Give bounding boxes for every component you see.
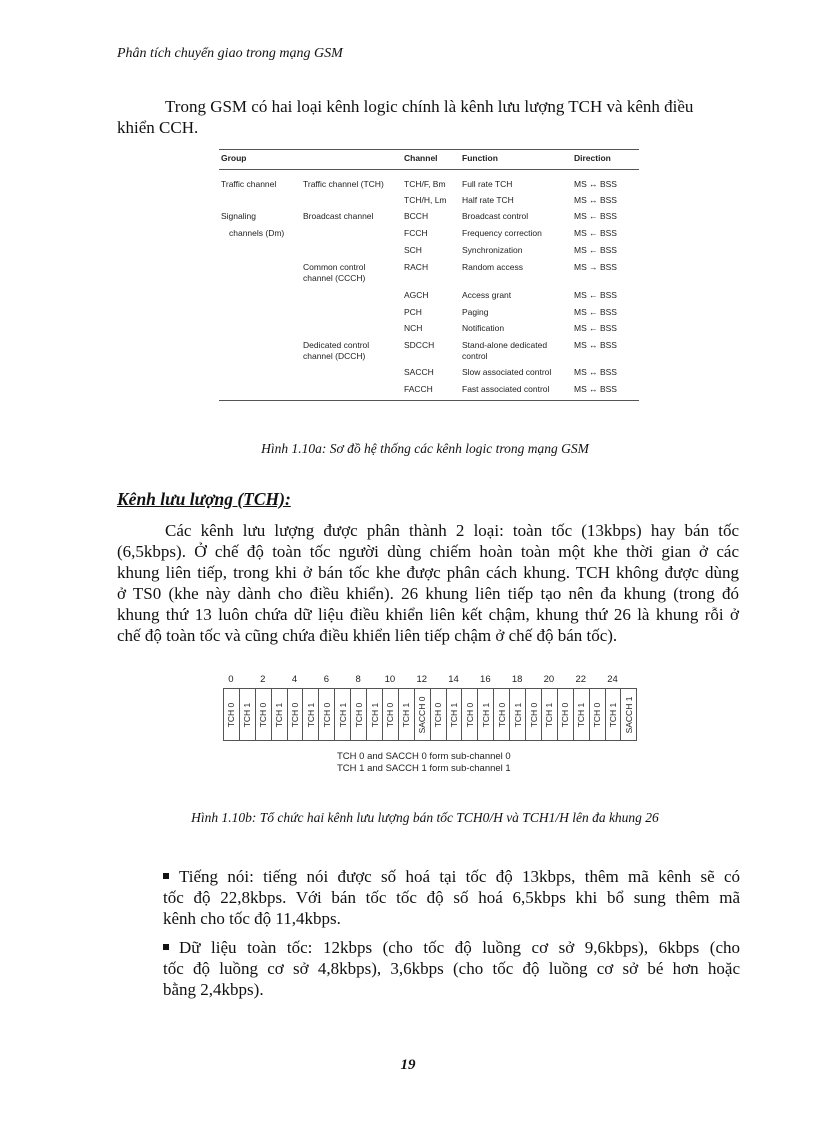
bullet-line: Dữ liệu toàn tốc: 12kbps (cho tốc độ luồng cơ sở 9,6kbps), 6kbps (cho bbox=[179, 938, 740, 957]
frame-number: 0 bbox=[228, 674, 234, 685]
frame-slot-label: TCH 0 bbox=[290, 702, 301, 727]
intro-line: khiển CCH. bbox=[117, 118, 199, 137]
frame-slot bbox=[478, 689, 494, 740]
frame-slot-label: TCH 0 bbox=[353, 702, 364, 727]
bullet-line: tốc độ 22,8kbps. Với bán tốc tốc độ số hoá 6,5kbps khi bổ sung thêm mã bbox=[163, 888, 740, 907]
tch-line: Các kênh lưu lượng được phân thành 2 loại: toàn tốc (13kbps) hay bán tốc bbox=[165, 521, 739, 540]
frame-note-1: TCH 0 and SACCH 0 form sub-channel 0 bbox=[337, 751, 511, 762]
cell-channel: AGCH bbox=[404, 290, 429, 300]
table-header-rule bbox=[219, 169, 639, 170]
bullet-marker bbox=[163, 873, 169, 879]
cell-channel: BCCH bbox=[404, 211, 429, 221]
table-top-rule bbox=[219, 149, 639, 150]
frame-slot-label: TCH 0 bbox=[528, 702, 539, 727]
frame-slot-label: SACCH 1 bbox=[623, 696, 634, 733]
cell-channel: RACH bbox=[404, 262, 429, 272]
frame-slot-label: TCH 0 bbox=[321, 702, 332, 727]
frame-number: 12 bbox=[416, 674, 428, 685]
frame-slot bbox=[447, 689, 463, 740]
cell-subgroup: Broadcast channel bbox=[303, 211, 374, 221]
frame-slot-label: TCH 1 bbox=[401, 702, 412, 727]
intro-paragraph bbox=[117, 96, 739, 138]
frame-slot-label: TCH 1 bbox=[242, 702, 253, 727]
frame-slot-label: TCH 1 bbox=[305, 702, 316, 727]
frame-slot bbox=[510, 689, 526, 740]
section-title: Kênh lưu lượng (TCH): bbox=[117, 489, 291, 509]
frame-slot bbox=[351, 689, 367, 740]
frame-number: 24 bbox=[607, 674, 618, 685]
frame-slot-label: TCH 1 bbox=[274, 702, 285, 727]
frame-slot-label: SACCH 0 bbox=[417, 696, 428, 733]
cell-direction: MS ← BSS bbox=[574, 307, 617, 317]
cell-function: Full rate TCH bbox=[462, 179, 513, 189]
cell-direction: MS ↔ BSS bbox=[574, 340, 617, 350]
frame-slot bbox=[367, 689, 383, 740]
frame-slot-label: TCH 0 bbox=[385, 702, 396, 727]
header-group: Group bbox=[221, 153, 247, 163]
cell-function: Half rate TCH bbox=[462, 195, 514, 205]
cell-direction: MS ← BSS bbox=[574, 245, 617, 255]
tch-line: chế độ toàn tốc và cũng chứa điều khiển liên tiếp chậm ở chế độ bán tốc). bbox=[117, 626, 618, 645]
frame-number: 14 bbox=[448, 674, 459, 685]
figure-caption-1b: Hình 1.10b: Tổ chức hai kênh lưu lượng bán tốc TCH0/H và TCH1/H lên đa khung 26 bbox=[191, 810, 659, 825]
page-number: 19 bbox=[400, 1057, 416, 1073]
frame-slot-label: TCH 0 bbox=[258, 702, 269, 727]
frame-slot bbox=[463, 689, 479, 740]
frame-slot bbox=[542, 689, 558, 740]
cell-direction: MS ← BSS bbox=[574, 228, 617, 238]
tch-line: khung thứ 13 luôn chứa dữ liệu điều khiển liên kết chậm, khung thứ 26 là khung rỗi ở bbox=[117, 605, 739, 624]
frame-slot bbox=[399, 689, 415, 740]
cell-direction: MS ↔ BSS bbox=[574, 384, 617, 394]
bullet-line: tốc độ luồng cơ sở 4,8kbps), 3,6kbps (cho tốc độ luồng cơ sở bé hơn hoặc bbox=[163, 959, 740, 978]
cell-function: Broadcast control bbox=[462, 211, 529, 221]
cell-channel: NCH bbox=[404, 323, 423, 333]
page-header: Phân tích chuyển giao trong mạng GSM bbox=[117, 46, 343, 61]
tch-line: ở TS0 (khe này dành cho điều khiển). 26 khung liên tiếp tạo nên đa khung (trong đó bbox=[117, 584, 739, 603]
frame-slot-label: TCH 1 bbox=[544, 702, 555, 727]
frame-slot bbox=[526, 689, 542, 740]
tch-paragraph bbox=[117, 520, 739, 646]
cell-channel: TCH/H, Lm bbox=[404, 195, 447, 205]
cell-channel: SDCCH bbox=[404, 340, 435, 350]
frame-slot-label: TCH 0 bbox=[464, 702, 475, 727]
cell-function: Notification bbox=[462, 323, 505, 333]
frame-slot bbox=[622, 689, 638, 740]
bullet-data bbox=[163, 937, 740, 958]
cell-direction: MS ← BSS bbox=[574, 323, 617, 333]
frame-number: 6 bbox=[323, 674, 329, 685]
frame-slot-label: TCH 0 bbox=[496, 702, 507, 727]
frame-slot bbox=[335, 689, 351, 740]
frame-slot bbox=[224, 689, 240, 740]
cell-function: Slow associated control bbox=[462, 367, 552, 377]
frame-note-2: TCH 1 and SACCH 1 form sub-channel 1 bbox=[337, 763, 511, 774]
header-channel: Channel bbox=[404, 153, 438, 163]
frame-slot bbox=[431, 689, 447, 740]
frame-number: 2 bbox=[260, 674, 266, 685]
cell-direction: MS ↔ BSS bbox=[574, 367, 617, 377]
cell-subgroup: Dedicated control channel (DCCH) bbox=[303, 340, 370, 361]
frame-slot bbox=[494, 689, 510, 740]
cell-direction: MS ← BSS bbox=[574, 290, 617, 300]
multiframe-box bbox=[223, 688, 637, 741]
bullet-speech bbox=[163, 866, 740, 887]
cell-channel: SACCH bbox=[404, 367, 434, 377]
frame-slot bbox=[606, 689, 622, 740]
frame-number: 18 bbox=[511, 674, 523, 685]
frame-slot-label: TCH 1 bbox=[512, 702, 523, 727]
cell-direction: MS → BSS bbox=[574, 262, 617, 272]
cell-subgroup: Traffic channel (TCH) bbox=[303, 179, 384, 189]
frame-number: 22 bbox=[575, 674, 587, 685]
bullet-line: kênh cho tốc độ 11,4kbps. bbox=[163, 909, 341, 928]
cell-function: Fast associated control bbox=[462, 384, 550, 394]
cell-direction: MS ↔ BSS bbox=[574, 195, 617, 205]
frame-slot bbox=[415, 689, 431, 740]
frame-slot-label: TCH 0 bbox=[560, 702, 571, 727]
cell-function: Synchronization bbox=[462, 245, 523, 255]
cell-function: Paging bbox=[462, 307, 489, 317]
frame-slot-label: TCH 1 bbox=[480, 702, 491, 727]
frame-slot bbox=[574, 689, 590, 740]
frame-slot-label: TCH 1 bbox=[449, 702, 460, 727]
header-function: Function bbox=[462, 153, 498, 163]
figure-caption-1a: Hình 1.10a: Sơ đồ hệ thống các kênh logic trong mạng GSM bbox=[261, 441, 589, 456]
cell-group: Traffic channel bbox=[221, 179, 277, 189]
cell-function: Stand-alone dedicated control bbox=[462, 340, 548, 361]
cell-channel: FCCH bbox=[404, 228, 428, 238]
cell-direction: MS ↔ BSS bbox=[574, 179, 617, 189]
frame-slot-label: TCH 1 bbox=[608, 702, 619, 727]
tch-line: (6,5kbps). Ở chế độ toàn tốc người dùng chiếm hoàn toàn một khe thời gian ở các bbox=[117, 542, 739, 561]
cell-direction: MS ← BSS bbox=[574, 211, 617, 221]
frame-slot bbox=[558, 689, 574, 740]
frame-slot-label: TCH 1 bbox=[369, 702, 380, 727]
frame-slot bbox=[272, 689, 288, 740]
frame-slot-label: TCH 0 bbox=[592, 702, 603, 727]
tch-line: khung liên tiếp, trong khi ở bán tốc khe được phân cách khung. TCH không được dùng bbox=[117, 563, 739, 582]
frame-slot-label: TCH 1 bbox=[576, 702, 587, 727]
frame-number: 20 bbox=[543, 674, 555, 685]
cell-group: Signaling bbox=[221, 211, 256, 221]
frame-number: 16 bbox=[480, 674, 491, 685]
cell-channel: PCH bbox=[404, 307, 422, 317]
bullet-data-cont bbox=[163, 958, 740, 1000]
cell-channel: FACCH bbox=[404, 384, 433, 394]
frame-slot bbox=[288, 689, 304, 740]
cell-function: Access grant bbox=[462, 290, 512, 300]
bullet-line: Tiếng nói: tiếng nói được số hoá tại tốc độ 13kbps, thêm mã kênh sẽ có bbox=[179, 867, 740, 886]
cell-function: Frequency correction bbox=[462, 228, 542, 238]
frame-slot bbox=[319, 689, 335, 740]
table-bottom-rule bbox=[219, 400, 639, 401]
header-direction: Direction bbox=[574, 153, 611, 163]
frame-slot bbox=[256, 689, 272, 740]
frame-slot bbox=[240, 689, 256, 740]
frame-slot-label: TCH 1 bbox=[337, 702, 348, 727]
frame-slot-label: TCH 0 bbox=[433, 702, 444, 727]
bullet-speech-cont bbox=[163, 887, 740, 929]
frame-slot bbox=[304, 689, 320, 740]
frame-slot bbox=[590, 689, 606, 740]
frame-number: 8 bbox=[355, 674, 361, 685]
frame-number: 4 bbox=[291, 674, 298, 685]
cell-channel: TCH/F, Bm bbox=[404, 179, 446, 189]
frame-slot bbox=[383, 689, 399, 740]
cell-function: Random access bbox=[462, 262, 523, 272]
frame-number: 10 bbox=[384, 674, 396, 685]
cell-channel: SCH bbox=[404, 245, 422, 255]
cell-subgroup: Common control channel (CCCH) bbox=[303, 262, 366, 283]
bullet-marker bbox=[163, 944, 169, 950]
cell-group: channels (Dm) bbox=[229, 228, 285, 238]
bullet-line: bằng 2,4kbps). bbox=[163, 980, 264, 999]
frame-slot-label: TCH 0 bbox=[226, 702, 237, 727]
intro-line: Trong GSM có hai loại kênh logic chính là kênh lưu lượng TCH và kênh điều bbox=[165, 97, 694, 116]
